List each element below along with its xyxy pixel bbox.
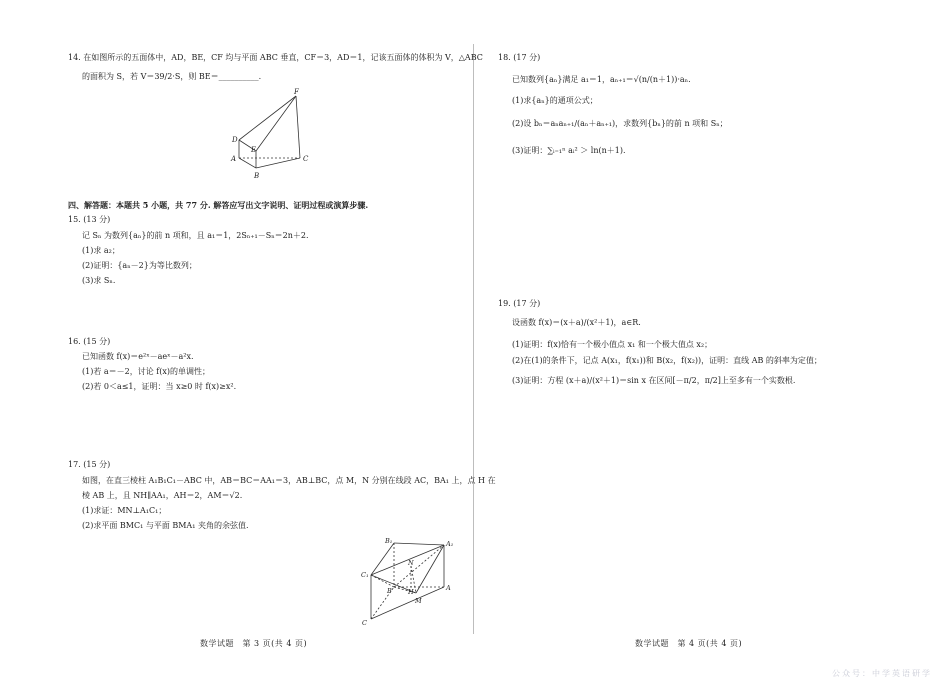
edge-BC <box>256 158 300 168</box>
q14-line1: 14. 在如图所示的五面体中，AD，BE，CF 均与平面 ABC 垂直，CF＝3，AD＝1，记该五面体的体积为 V，△ABC <box>68 53 483 62</box>
edge-FC <box>296 96 300 158</box>
edge-MA1 <box>416 545 444 593</box>
q17-head: 17. (15 分) <box>68 460 111 469</box>
q17-part1: (1)求证：MN⊥A₁C₁； <box>82 506 167 515</box>
q18-part2: (2)设 bₙ＝aₙaₙ₊₁/(aₙ＋aₙ₊₁)，求数列{bₙ}的前 n 项和 Sₙ； <box>512 119 728 128</box>
edge-B1A1 <box>394 543 444 545</box>
label-H: H <box>408 588 414 596</box>
watermark-text: 公众号：中学英语研学 <box>832 669 932 678</box>
column-divider <box>473 44 474 634</box>
q15-part3: (3)求 Sₙ. <box>82 276 116 285</box>
label-C: C <box>303 155 309 163</box>
label-D: D <box>232 136 238 144</box>
q14-pentahedron-figure <box>224 88 314 180</box>
edge-FD <box>239 96 296 140</box>
q14-line2: 的面积为 S，若 V＝39/2·S，则 BE＝__________. <box>82 72 262 81</box>
label-A1: A₁ <box>446 540 454 548</box>
q15-part1: (1)求 a₂； <box>82 246 120 255</box>
q19-stem: 设函数 f(x)＝(x＋a)/(x²＋1)，a∈R. <box>512 318 641 327</box>
q19-part3: (3)证明：方程 (x＋a)/(x²＋1)＝sin x 在区间[－π/2，π/2]上至多有一个实数根. <box>512 376 796 385</box>
label-A: A <box>231 155 237 163</box>
q18-part3: (3)证明：∑ᵢ₌₁ⁿ aᵢ² ＞ ln(n＋1). <box>512 146 626 155</box>
q17-stem-line1: 如图，在直三棱柱 A₁B₁C₁－ABC 中，AB＝BC＝AA₁＝3，AB⊥BC，点 M，N 分别在线段 AC，BA₁ 上，点 H 在 <box>82 476 496 485</box>
edge-AB <box>239 158 256 168</box>
section-heading: 四、解答题：本题共 5 小题，共 77 分. 解答应写出文字说明、证明过程或演算步骤. <box>68 200 369 210</box>
q16-head: 16. (15 分) <box>68 337 111 346</box>
page-3-footer: 数学试题 第 3 页(共 4 页) <box>200 639 308 648</box>
label-M: M <box>415 597 422 605</box>
q18-part1: (1)求{aₙ}的通项公式； <box>512 96 598 105</box>
label-C1: C₁ <box>361 571 369 579</box>
label-B1: B₁ <box>385 537 393 545</box>
q15-stem: 记 Sₙ 为数列{aₙ}的前 n 项和，且 a₁＝1，2Sₙ₊₁－Sₙ＝2n＋2. <box>82 231 309 240</box>
label-C: C <box>362 619 367 627</box>
q19-part2: (2)在(1)的条件下，记点 A(x₁，f(x₁))和 B(x₂，f(x₂))，证明：直线 AB 的斜率为定值； <box>512 356 822 365</box>
q19-head: 19. (17 分) <box>498 299 541 308</box>
q17-part2: (2)求平面 BMC₁ 与平面 BMA₁ 夹角的余弦值. <box>82 521 249 530</box>
page-4-footer: 数学试题 第 4 页(共 4 页) <box>635 639 743 648</box>
label-B: B <box>387 587 392 595</box>
label-B: B <box>254 172 260 180</box>
q17-prism-figure <box>358 535 458 627</box>
label-N: N <box>408 559 414 567</box>
q15-part2: (2)证明：{aₙ－2}为等比数列； <box>82 261 197 270</box>
label-F: F <box>294 88 299 96</box>
q15-head: 15. (13 分) <box>68 215 111 224</box>
q19-part1: (1)证明：f(x)恰有一个极小值点 x₁ 和一个极大值点 x₂； <box>512 340 713 349</box>
q16-part1: (1)若 a＝－2，讨论 f(x)的单调性； <box>82 367 210 376</box>
q18-head: 18. (17 分) <box>498 53 541 62</box>
q16-part2: (2)若 0＜a≤1，证明：当 x≥0 时 f(x)≥x². <box>82 382 237 391</box>
label-E: E <box>251 146 257 154</box>
label-A: A <box>446 584 451 592</box>
q17-stem-line2: 棱 AB 上，且 NH∥AA₁，AH＝2，AM＝√2. <box>82 491 243 500</box>
q18-stem: 已知数列{aₙ}满足 a₁＝1，aₙ₊₁＝√(n/(n＋1))·aₙ. <box>512 75 691 84</box>
q16-stem: 已知函数 f(x)＝e²ˣ－aeˣ－a²x. <box>82 352 194 361</box>
edge-FE <box>256 96 296 151</box>
edge-BA1-hidden <box>394 545 444 587</box>
